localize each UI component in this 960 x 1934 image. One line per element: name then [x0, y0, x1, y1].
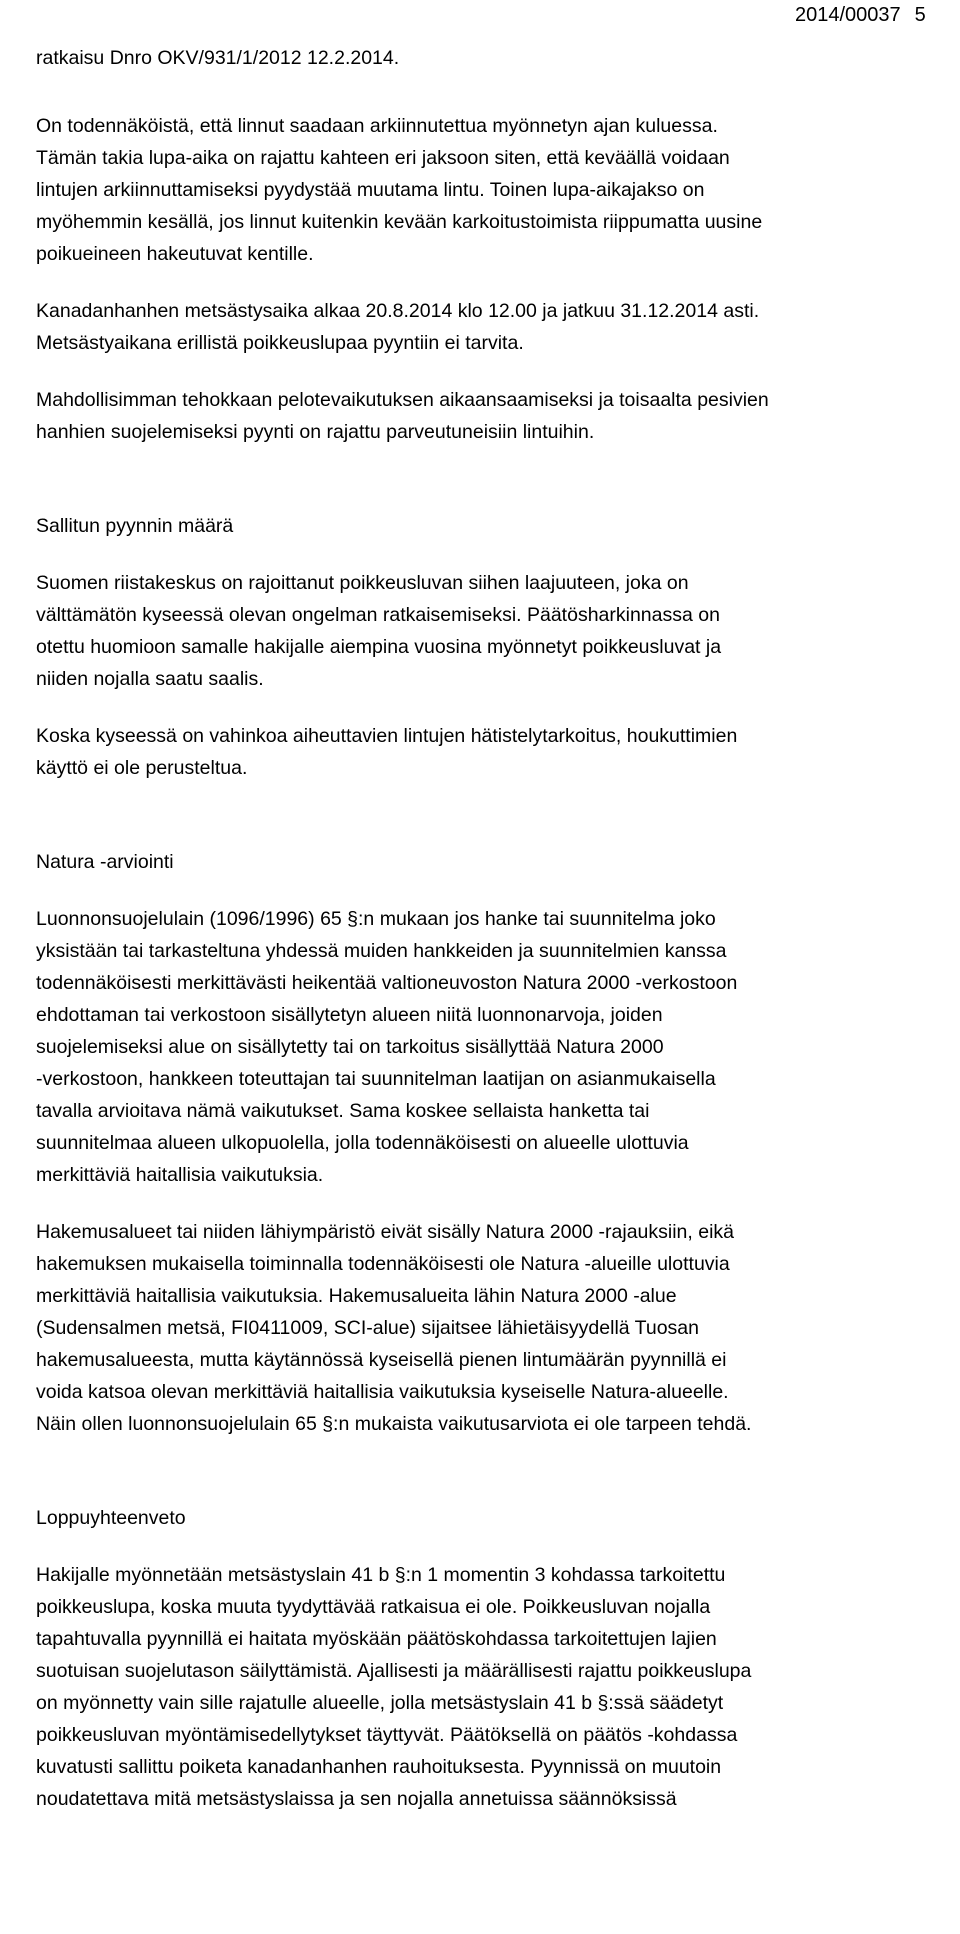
document-number: 2014/00037 — [795, 4, 901, 26]
text-line: merkittäviä haitallisia vaikutuksia. Hakemusalueita lähin Natura 2000 -alue — [36, 1285, 677, 1307]
text-line: myöhemmin kesällä, jos linnut kuitenkin kevään karkoitustoimista riippumatta uusine — [36, 211, 763, 233]
text-line: noudatettava mitä metsästyslaissa ja sen nojalla annetuissa säännöksissä — [36, 1788, 677, 1810]
text-line: hanhien suojelemiseksi pyynti on rajattu parveutuneisiin lintuihin. — [36, 421, 595, 443]
text-line: välttämätön kyseessä olevan ongelman ratkaisemiseksi. Päätösharkinnassa on — [36, 604, 720, 626]
paragraph-decoys — [36, 720, 941, 784]
text-line: hakemuksen mukaisella toiminnalla todennäköisesti ole Natura -alueille ulottuvia — [36, 1253, 730, 1275]
text-line: suojelemiseksi alue on sisällytetty tai on tarkoitus sisällyttää Natura 2000 — [36, 1036, 664, 1058]
text-line: Hakijalle myönnetään metsästyslain 41 b §:n 1 momentin 3 kohdassa tarkoitettu — [36, 1564, 726, 1586]
paragraph-nature-conservation-act — [36, 903, 941, 1191]
paragraph-application-areas — [36, 1216, 941, 1440]
text-line: Näin ollen luonnonsuojelulain 65 §:n mukaista vaikutusarviota ei ole tarpeen tehdä. — [36, 1413, 752, 1435]
text-line: Metsästyaikana erillistä poikkeuslupaa pyyntiin ei tarvita. — [36, 332, 524, 354]
text-line: Luonnonsuojelulain (1096/1996) 65 §:n mukaan jos hanke tai suunnitelma joko — [36, 908, 716, 930]
text-line: (Sudensalmen metsä, FI0411009, SCI-alue) sijaitsee lähietäisyydellä Tuosan — [36, 1317, 699, 1339]
text-line: poikueineen hakeutuvat kentille. — [36, 243, 314, 265]
heading-permitted-catch: Sallitun pyynnin määrä — [36, 515, 234, 537]
heading-summary: Loppuyhteenveto — [36, 1507, 186, 1529]
document-body — [36, 110, 941, 1815]
text-line: Tämän takia lupa-aika on rajattu kahteen eri jaksoon siten, että keväällä voidaan — [36, 147, 730, 169]
reference-line: ratkaisu Dnro OKV/931/1/2012 12.2.2014. — [36, 47, 400, 69]
text-line: kuvatusti sallittu poiketa kanadanhanhen rauhoituksesta. Pyynnissä on muutoin — [36, 1756, 722, 1778]
paragraph-summary — [36, 1559, 941, 1815]
text-line: Koska kyseessä on vahinkoa aiheuttavien lintujen hätistelytarkoitus, houkuttimien — [36, 725, 738, 747]
text-line: lintujen arkiinnuttamiseksi pyydystää muutama lintu. Toinen lupa-aikajakso on — [36, 179, 705, 201]
text-line: tavalla arvioitava nämä vaikutukset. Sama koskee sellaista hanketta tai — [36, 1100, 650, 1122]
text-line: otettu huomioon samalle hakijalle aiempina vuosina myönnetyt poikkeusluvat ja — [36, 636, 722, 658]
text-line: yksistään tai tarkasteltuna yhdessä muiden hankkeiden ja suunnitelmien kanssa — [36, 940, 727, 962]
paragraph-restriction — [36, 567, 941, 695]
text-line: todennäköisesti merkittävästi heikentää valtioneuvoston Natura 2000 -verkostoon — [36, 972, 738, 994]
text-line: käyttö ei ole perusteltua. — [36, 757, 248, 779]
paragraph-permit-period — [36, 110, 941, 270]
text-line: poikkeusluvan myöntämisedellytykset täyttyvät. Päätöksellä on päätös -kohdassa — [36, 1724, 738, 1746]
text-line: Mahdollisimman tehokkaan pelotevaikutuksen aikaansaamiseksi ja toisaalta pesivien — [36, 389, 769, 411]
text-line: tapahtuvalla pyynnillä ei haitata myöskään päätöskohdassa tarkoitettujen lajien — [36, 1628, 717, 1650]
paragraph-scaring-effect — [36, 384, 941, 448]
page-header — [795, 1, 926, 29]
text-line: Hakemusalueet tai niiden lähiympäristö eivät sisälly Natura 2000 -rajauksiin, eikä — [36, 1221, 735, 1243]
text-line: suotuisan suojelutason säilyttämistä. Ajallisesti ja määrällisesti rajattu poikkeuslupa — [36, 1660, 752, 1682]
page-number: 5 — [914, 4, 926, 26]
text-line: ehdottaman tai verkostoon sisällytetyn alueen niitä luonnonarvoja, joiden — [36, 1004, 663, 1026]
text-line: merkittäviä haitallisia vaikutuksia. — [36, 1164, 324, 1186]
text-line: voida katsoa olevan merkittäviä haitallisia vaikutuksia kyseiselle Natura-alueelle. — [36, 1381, 729, 1403]
text-line: hakemusalueesta, mutta käytännössä kyseisellä pienen lintumäärän pyynnillä ei — [36, 1349, 727, 1371]
heading-natura-assessment: Natura -arviointi — [36, 851, 174, 873]
text-line: Kanadanhanhen metsästysaika alkaa 20.8.2014 klo 12.00 ja jatkuu 31.12.2014 asti. — [36, 300, 760, 322]
paragraph-hunting-season — [36, 295, 941, 359]
text-line: niiden nojalla saatu saalis. — [36, 668, 264, 690]
text-line: poikkeuslupa, koska muuta tyydyttävää ratkaisua ei ole. Poikkeusluvan nojalla — [36, 1596, 711, 1618]
text-line: suunnitelmaa alueen ulkopuolella, jolla todennäköisesti on alueelle ulottuvia — [36, 1132, 689, 1154]
text-line: on myönnetty vain sille rajatulle alueelle, jolla metsästyslain 41 b §:ssä säädetyt — [36, 1692, 724, 1714]
text-line: On todennäköistä, että linnut saadaan arkiinnutettua myönnetyn ajan kuluessa. — [36, 115, 718, 137]
text-line: -verkostoon, hankkeen toteuttajan tai suunnitelman laatijan on asianmukaisella — [36, 1068, 716, 1090]
text-line: Suomen riistakeskus on rajoittanut poikkeusluvan siihen laajuuteen, joka on — [36, 572, 689, 594]
